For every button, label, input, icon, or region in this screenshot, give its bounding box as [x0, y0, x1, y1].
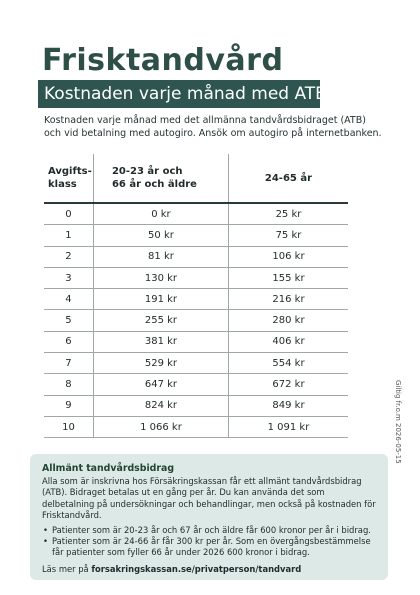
bullet-text: Patienter som är 24-66 år får 300 kr per år. Som en övergångsbestämmelse får patienter som fyller 66 år under 2026 600 kronor i bidrag. [52, 536, 371, 558]
table-row [44, 267, 348, 288]
cell-price-adult: 1 091 kr [228, 416, 348, 437]
intro-text: Kostnaden varje månad med det allmänna tandvårdsbidraget (ATB) och vid betalning med autogiro. Ansök om autogiro på internetbanken. [44, 115, 382, 139]
cell-price-adult: 216 kr [228, 289, 348, 310]
cell-fee-class: 0 [44, 203, 93, 225]
cell-fee-class: 7 [44, 353, 93, 374]
cell-fee-class: 5 [44, 310, 93, 331]
fee-table-body [44, 203, 348, 438]
info-box [30, 454, 388, 580]
table-row [44, 225, 348, 246]
cell-price-adult: 75 kr [228, 225, 348, 246]
table-row [44, 246, 348, 267]
cell-price-adult: 25 kr [228, 203, 348, 225]
table-row [44, 395, 348, 416]
info-title: Allmänt tandvårdsbidrag [42, 463, 175, 474]
fee-table [44, 154, 348, 438]
table-row [44, 310, 348, 331]
cell-price-young-senior: 81 kr [93, 246, 228, 267]
cell-fee-class: 8 [44, 374, 93, 395]
table-row [44, 331, 348, 352]
read-more-prefix: Läs mer på [42, 563, 89, 574]
page-title: Frisktandvård [42, 43, 284, 78]
header-age-24-65: 24-65 år [228, 154, 348, 203]
cell-price-adult: 155 kr [228, 267, 348, 288]
cell-price-young-senior: 130 kr [93, 267, 228, 288]
header-age-20-23-66plus: 20-23 år och 66 år och äldre [93, 154, 228, 203]
table-row [44, 289, 348, 310]
cell-price-young-senior: 647 kr [93, 374, 228, 395]
bullet-text: Patienter som är 20-23 år och 67 år och äldre får 600 kronor per år i bidrag. [52, 525, 371, 536]
list-item [42, 536, 377, 558]
cell-price-adult: 554 kr [228, 353, 348, 374]
cell-price-adult: 106 kr [228, 246, 348, 267]
header-fee-class: Avgifts- klass [44, 154, 93, 203]
cell-price-adult: 280 kr [228, 310, 348, 331]
cell-fee-class: 1 [44, 225, 93, 246]
info-body: Alla som är inskrivna hos Försäkringskassan får ett allmänt tandvårdsbidrag (ATB). Bidraget betalas ut en gång per år. Du kan använda det som delbetalning på undersökningar och behandlingar, men också på kostnaden för Frisktandvård. [42, 476, 376, 520]
cell-fee-class: 9 [44, 395, 93, 416]
table-header-row [44, 154, 348, 203]
read-more [42, 564, 377, 575]
cell-price-young-senior: 381 kr [93, 331, 228, 352]
cell-price-adult: 672 kr [228, 374, 348, 395]
cell-fee-class: 3 [44, 267, 93, 288]
info-bullets [42, 525, 377, 559]
validity-note: Giltig fr.o.m 2026-05-15 [394, 380, 402, 464]
bullet-icon: • [43, 536, 48, 547]
cell-price-young-senior: 255 kr [93, 310, 228, 331]
cell-price-young-senior: 50 kr [93, 225, 228, 246]
cell-price-adult: 406 kr [228, 331, 348, 352]
cell-price-young-senior: 529 kr [93, 353, 228, 374]
cell-fee-class: 2 [44, 246, 93, 267]
cell-fee-class: 6 [44, 331, 93, 352]
cell-price-young-senior: 824 kr [93, 395, 228, 416]
cell-fee-class: 4 [44, 289, 93, 310]
table-row [44, 353, 348, 374]
cell-price-young-senior: 1 066 kr [93, 416, 228, 437]
list-item [42, 525, 377, 536]
table-row [44, 416, 348, 437]
cell-price-adult: 849 kr [228, 395, 348, 416]
bullet-icon: • [43, 525, 48, 536]
page-subtitle: Kostnaden varje månad med ATB [38, 80, 320, 108]
cell-price-young-senior: 191 kr [93, 289, 228, 310]
table-row [44, 374, 348, 395]
cell-price-young-senior: 0 kr [93, 203, 228, 225]
read-more-link[interactable]: forsakringskassan.se/privatperson/tandvard [91, 563, 302, 574]
cell-fee-class: 10 [44, 416, 93, 437]
table-row [44, 203, 348, 225]
